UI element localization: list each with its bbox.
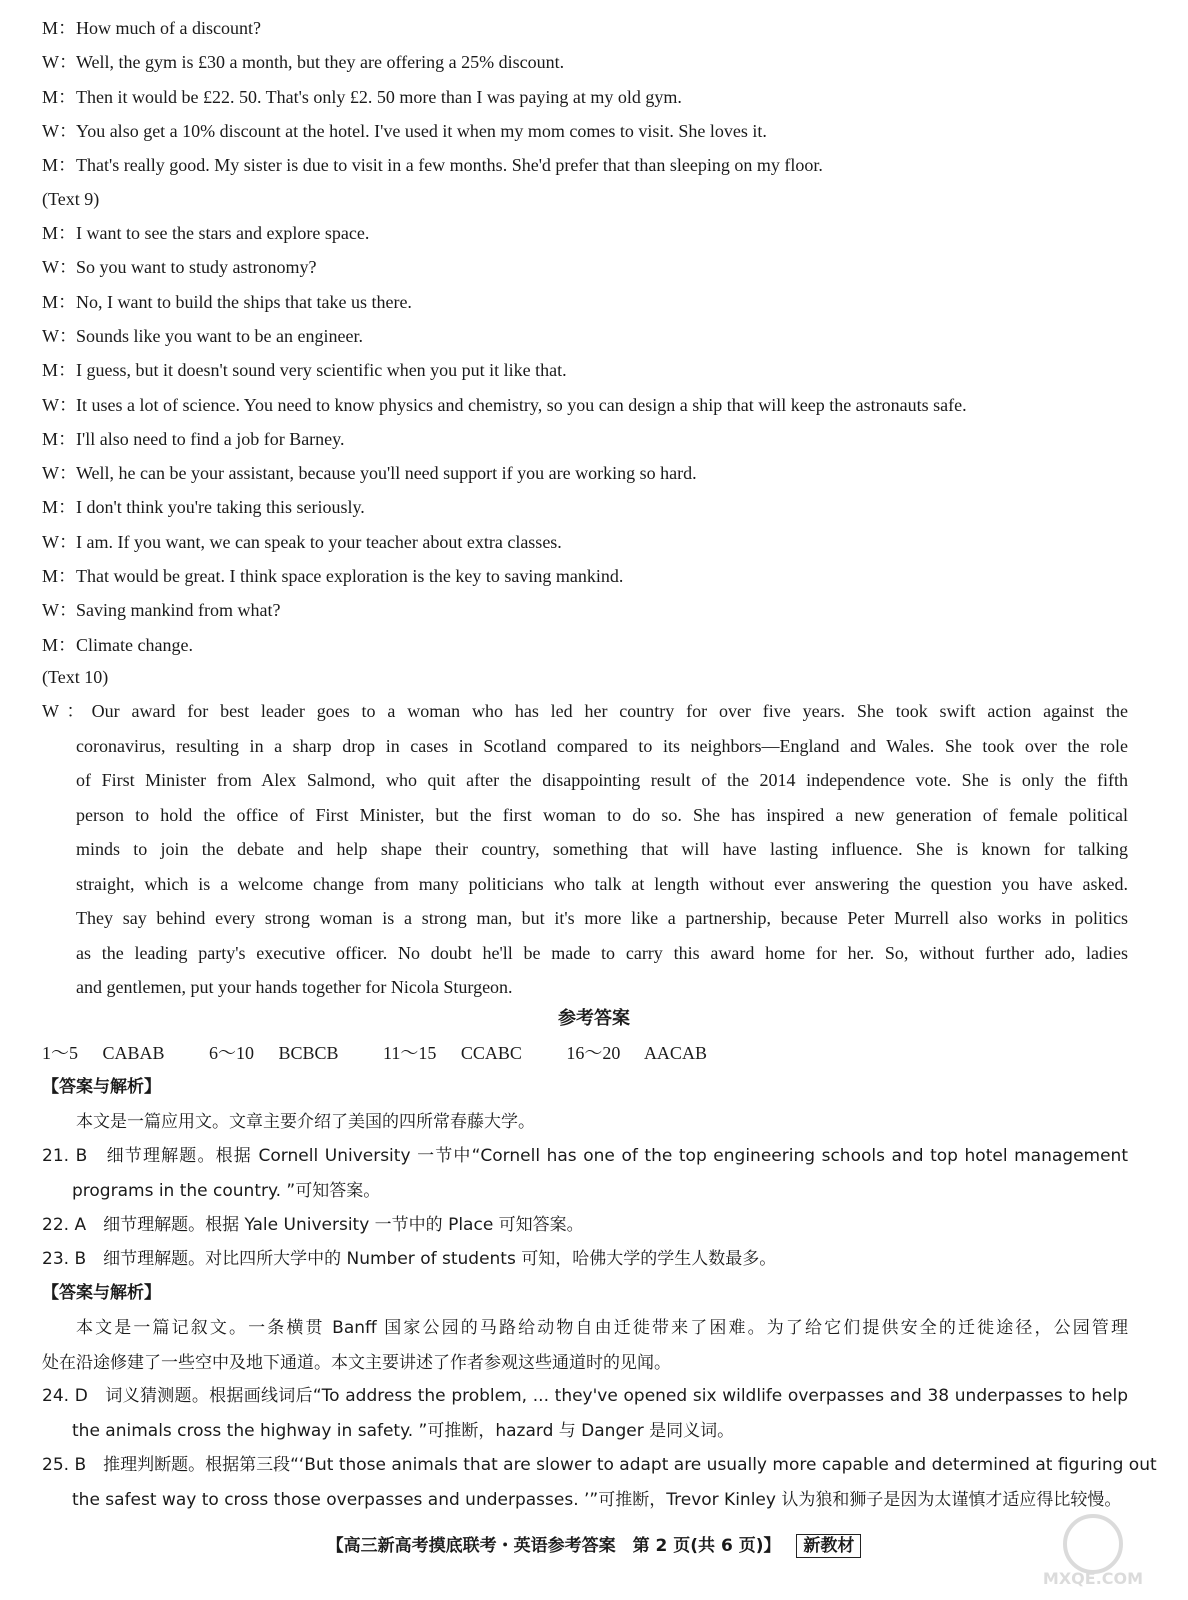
dialogue-line <box>42 394 1128 416</box>
q24-line: the animals cross the highway in safety. ”可推断，hazard 与 Danger 是同义词。 <box>72 1420 735 1441</box>
speaker-label: M： <box>42 291 77 312</box>
text10-line: of First Minister from Alex Salmond, who quit after the disappointing result of the 2014 independence vote. She is only the fifth <box>76 770 1128 790</box>
section2-heading: 【答案与解析】 <box>42 1283 161 1303</box>
dialogue-line <box>42 634 1128 656</box>
intro-line: 处在沿途修建了一些空中及地下通道。本文主要讲述了作者参观这些通道时的见闻。 <box>42 1352 671 1373</box>
dialogue-text: It uses a lot of science. You need to know physics and chemistry, so you can design a ship that will keep the astronauts safe. <box>76 394 967 415</box>
speaker-label: M： <box>42 86 77 107</box>
speaker-label: M： <box>42 428 77 449</box>
section1-intro: 本文是一篇应用文。文章主要介绍了美国的四所常春藤大学。 <box>76 1112 535 1132</box>
dialogue-line <box>42 256 1128 278</box>
q25-line: the safest way to cross those overpasses and underpasses. ’”可推断，Trevor Kinley 认为狼和狮子是因为太谨慎才适应得比较慢。 <box>72 1489 1122 1510</box>
dialogue-line <box>42 599 1128 621</box>
answer-group: 1～5 CABAB <box>42 1043 165 1063</box>
text9-label: (Text 9) <box>42 189 100 209</box>
speaker-label: W： <box>42 531 77 552</box>
section2-intro <box>42 1317 1128 1386</box>
dialogue-line <box>42 325 1128 347</box>
speaker-label: W： <box>42 325 77 346</box>
answer-key-row <box>42 1042 747 1064</box>
q25-line: 25. B 推理判断题。根据第三段“‘But those animals that are slower to adapt are usually more capable and determined at figuring out <box>42 1455 1157 1475</box>
text10-line: W：Our award for best leader goes to a woman who has led her country for over five years. She took swift action against the <box>42 701 1128 721</box>
speaker-label: W： <box>42 394 77 415</box>
speaker-label: W： <box>42 257 77 278</box>
speaker-label: W： <box>42 120 77 141</box>
question-25 <box>42 1454 1157 1523</box>
dialogue-text: That's really good. My sister is due to visit in a few months. She'd prefer that than sleeping on my floor. <box>76 155 823 176</box>
dialogue-text: Climate change. <box>76 634 193 655</box>
dialogue-line <box>42 154 1128 176</box>
speaker-label: M： <box>42 223 77 243</box>
dialogue-line <box>42 462 1128 484</box>
dialogue-text: Saving mankind from what? <box>76 600 281 621</box>
dialogue-text: Well, the gym is £30 a month, but they are offering a 25% discount. <box>76 52 565 73</box>
q21-line: 21. B 细节理解题。根据 Cornell University 一节中“Cornell has one of the top engineering schools and top hotel management <box>42 1146 1128 1166</box>
speaker-label: M： <box>42 155 77 176</box>
dialogue-line <box>42 120 1128 142</box>
text10-line: They say behind every strong woman is a strong man, but it's more like a partnership, because Peter Murrell also works in politics <box>76 908 1128 928</box>
text10-line: minds to join the debate and help shape their country, something that will have lasting influence. She is known for talking <box>76 839 1128 859</box>
question-23: 23. B 细节理解题。对比四所大学中的 Number of students 可知，哈佛大学的学生人数最多。 <box>42 1249 777 1269</box>
dialogue-line <box>42 428 1128 450</box>
dialogue-text: Well, he can be your assistant, because you'll need support if you are working so hard. <box>76 463 697 484</box>
q21-line: programs in the country. ”可知答案。 <box>72 1180 381 1201</box>
speaker-label: M： <box>42 18 77 38</box>
text10-label: (Text 10) <box>42 667 109 687</box>
text10-line: straight, which is a welcome change from many politicians who talk at length without ever answering the question you have asked. <box>76 873 1128 894</box>
dialogue-line <box>42 291 1128 313</box>
watermark-logo <box>1018 1510 1168 1590</box>
page-footer <box>0 1534 1188 1558</box>
answer-group: 11～15 CCABC <box>383 1043 522 1063</box>
dialogue-line <box>42 51 1128 73</box>
dialogue-text: That would be great. I think space exploration is the key to saving mankind. <box>76 566 624 586</box>
intro-line: 本文是一篇记叙文。一条横贯 Banff 国家公园的马路给动物自由迁徙带来了困难。为了给它们提供安全的迁徙途径，公园管理 <box>76 1318 1128 1338</box>
speaker-label: W： <box>42 52 77 73</box>
dialogue-text: You also get a 10% discount at the hotel. I've used it when my mom comes to visit. She loves it. <box>76 120 767 141</box>
dialogue-text: No, I want to build the ships that take us there. <box>76 291 412 312</box>
text10-line: person to hold the office of First Minister, but the first woman to do so. She has inspired a new generation of female political <box>76 804 1128 825</box>
text10-monologue <box>42 700 1128 1011</box>
footer-text: 【高三新高考摸底联考・英语参考答案 第 2 页(共 6 页)】 <box>326 1536 781 1556</box>
q24-line: 24. D 词义猜测题。根据画线词后“To address the problem, ... they've opened six wildlife overpasses and 38 underpasses to help <box>42 1386 1128 1406</box>
question-21 <box>42 1145 1128 1214</box>
edition-badge: 新教材 <box>796 1534 861 1558</box>
speaker-label: M： <box>42 566 77 586</box>
speaker-label: M： <box>42 497 77 518</box>
text10-line: as the leading party's executive officer. No doubt he'll be made to carry this award home for her. So, without further ado, ladies <box>76 942 1128 963</box>
text10-line: and gentlemen, put your hands together for Nicola Sturgeon. <box>76 977 513 997</box>
dialogue-text: I guess, but it doesn't sound very scientific when you put it like that. <box>76 360 567 381</box>
speaker-label: W： <box>42 701 92 721</box>
question-24 <box>42 1385 1128 1454</box>
watermark-text: MXQE.COM <box>1042 1569 1144 1588</box>
dialogue-text: I want to see the stars and explore space. <box>76 223 370 243</box>
dialogue-line <box>42 17 1128 39</box>
speaker-label: W： <box>42 600 77 621</box>
dialogue-line <box>42 359 1128 381</box>
dialogue-line <box>42 86 1128 108</box>
dialogue-line <box>42 531 1128 553</box>
answer-group: 6～10 BCBCB <box>209 1043 339 1063</box>
speaker-label: M： <box>42 634 77 655</box>
answer-group: 16～20 AACAB <box>566 1043 707 1063</box>
answers-heading: 参考答案 <box>558 1008 630 1029</box>
dialogue-text: I don't think you're taking this seriously. <box>76 497 365 518</box>
dialogue-text: I'll also need to find a job for Barney. <box>76 428 345 449</box>
dialogue-line <box>42 222 1128 244</box>
dialogue-line <box>42 565 1128 587</box>
question-22: 22. A 细节理解题。根据 Yale University 一节中的 Place 可知答案。 <box>42 1215 584 1235</box>
dialogue-text: Sounds like you want to be an engineer. <box>76 325 363 346</box>
dialogue-text: So you want to study astronomy? <box>76 257 317 278</box>
section1-heading: 【答案与解析】 <box>42 1077 161 1097</box>
dialogue-text: I am. If you want, we can speak to your teacher about extra classes. <box>76 531 562 552</box>
text10-line: coronavirus, resulting in a sharp drop in cases in Scotland compared to its neighbors—England and Wales. She took over the role <box>76 735 1128 756</box>
speaker-label: M： <box>42 360 77 381</box>
dialogue-text: How much of a discount? <box>76 18 261 38</box>
dialogue-line <box>42 496 1128 518</box>
speaker-label: W： <box>42 463 77 484</box>
dialogue-text: Then it would be £22. 50. That's only £2. 50 more than I was paying at my old gym. <box>76 86 682 107</box>
